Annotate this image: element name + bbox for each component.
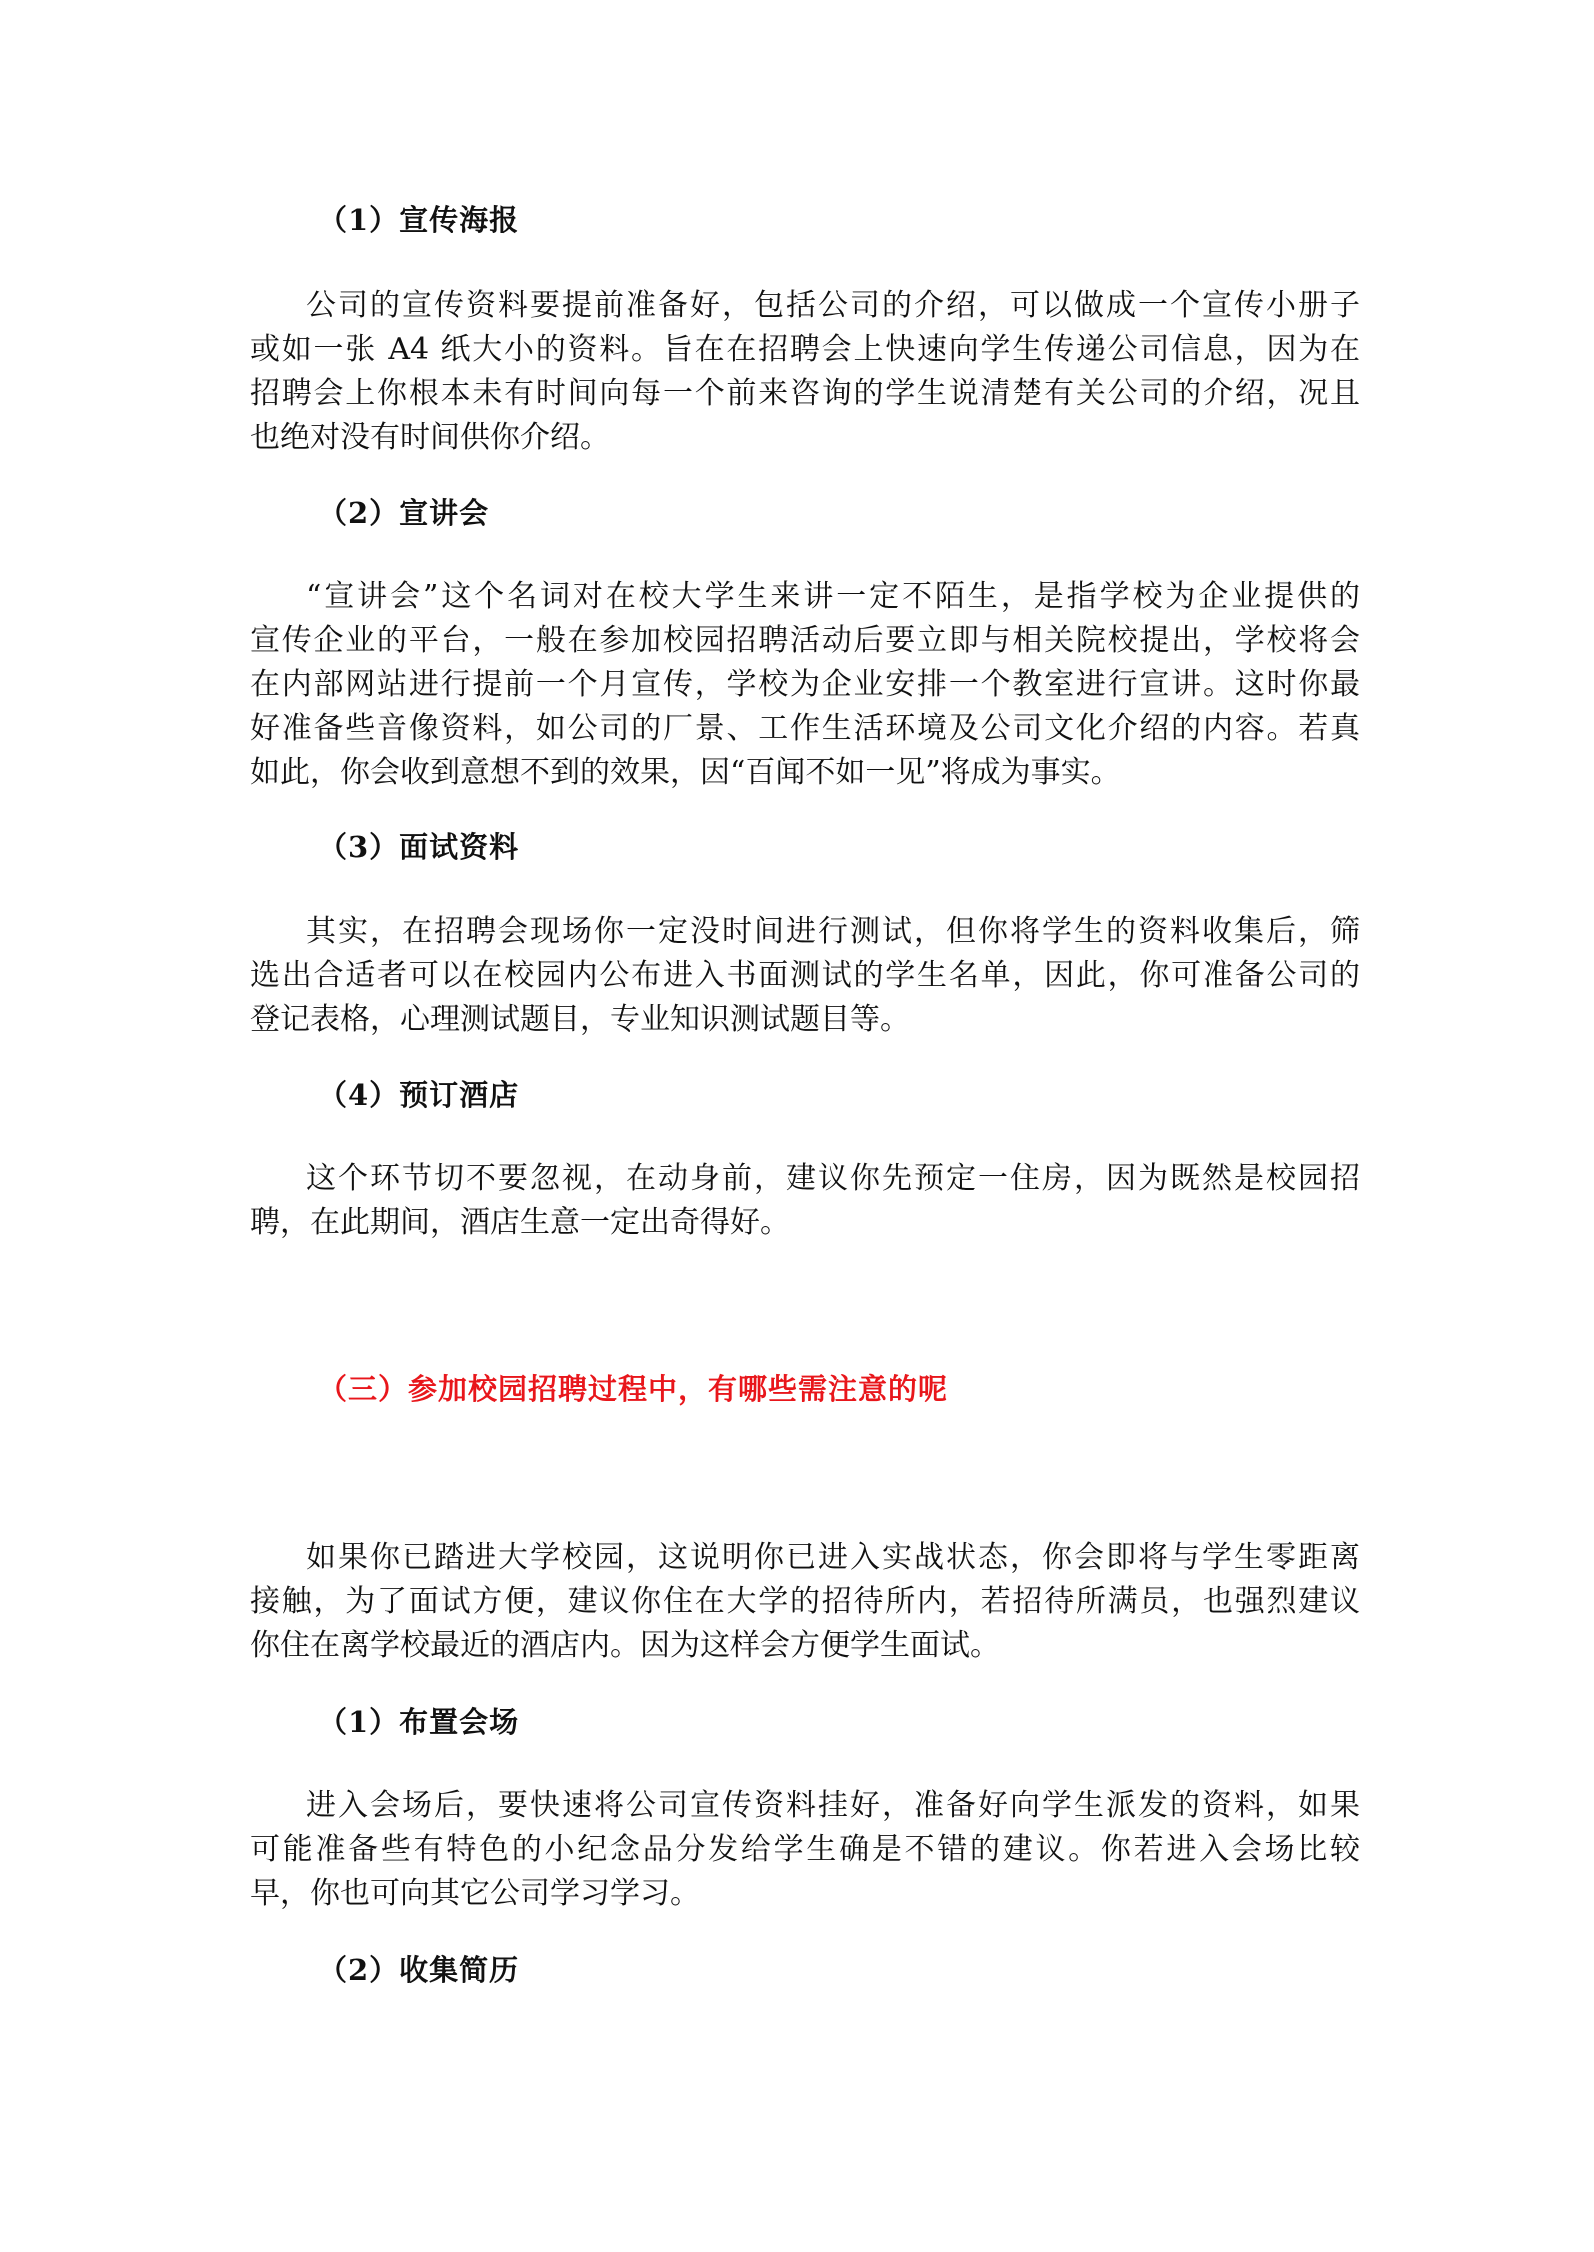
paragraph-line: 进入会场后，要快速将公司宣传资料挂好，准备好向学生派发的资料，如果: [306, 1788, 1360, 1823]
paragraph-campus-recruiting: [250, 1536, 1360, 1668]
section-heading-campus-recruiting: （三）参加校园招聘过程中，有哪些需注意的呢: [318, 1372, 949, 1406]
paragraph-line: 选出合适者可以在校园内公布进入书面测试的学生名单，因此，你可准备公司的: [250, 958, 1360, 993]
paragraph-line: 可能准备些有特色的小纪念品分发给学生确是不错的建议。你若进入会场比较: [250, 1832, 1360, 1867]
paragraph-line: 聘，在此期间，酒店生意一定出奇得好。: [250, 1205, 790, 1240]
paragraph-line: 这个环节切不要忽视，在动身前，建议你先预定一住房，因为既然是校园招: [306, 1161, 1360, 1196]
heading-promo-poster: （1）宣传海报: [318, 203, 520, 237]
paragraph-line: 或如一张 A4 纸大小的资料。旨在在招聘会上快速向学生传递公司信息，因为在: [250, 332, 1360, 367]
paragraph-line: 也绝对没有时间供你介绍。: [250, 420, 610, 455]
paragraph-line: 如此，你会收到意想不到的效果，因“百闻不如一见”将成为事实。: [250, 755, 1121, 790]
paragraph-line: 招聘会上你根本未有时间向每一个前来咨询的学生说清楚有关公司的介绍，况且: [250, 376, 1360, 411]
heading-venue-setup: （1）布置会场: [318, 1705, 520, 1739]
paragraph-line: 在内部网站进行提前一个月宣传，学校为企业安排一个教室进行宣讲。这时你最: [250, 667, 1360, 702]
paragraph-line: 好准备些音像资料，如公司的厂景、工作生活环境及公司文化介绍的内容。若真: [250, 711, 1360, 746]
paragraph-line: 公司的宣传资料要提前准备好，包括公司的介绍，可以做成一个宣传小册子: [306, 288, 1360, 323]
paragraph-hotel-booking: [250, 1157, 1360, 1245]
heading-interview-materials: （3）面试资料: [318, 830, 520, 864]
paragraph-line: 你住在离学校最近的酒店内。因为这样会方便学生面试。: [250, 1628, 1000, 1663]
paragraph-line: 早，你也可向其它公司学习学习。: [250, 1876, 700, 1911]
heading-hotel-booking: （4）预订酒店: [318, 1078, 520, 1112]
heading-presentation: （2）宣讲会: [318, 496, 490, 530]
paragraph-line: 如果你已踏进大学校园，这说明你已进入实战状态，你会即将与学生零距离: [306, 1540, 1360, 1575]
paragraph-line: “宣讲会”这个名词对在校大学生来讲一定不陌生，是指学校为企业提供的: [306, 579, 1360, 614]
heading-collect-resumes: （2）收集简历: [318, 1953, 520, 1987]
paragraph-venue-setup: [250, 1784, 1360, 1916]
paragraph-line: 接触，为了面试方便，建议你住在大学的招待所内，若招待所满员，也强烈建议: [250, 1584, 1360, 1619]
paragraph-promo-poster: [250, 284, 1360, 460]
paragraph-interview-materials: [250, 910, 1360, 1042]
paragraph-line: 宣传企业的平台，一般在参加校园招聘活动后要立即与相关院校提出，学校将会: [250, 623, 1360, 658]
paragraph-line: 登记表格，心理测试题目，专业知识测试题目等。: [250, 1002, 910, 1037]
paragraph-presentation: [250, 575, 1360, 795]
paragraph-line: 其实，在招聘会现场你一定没时间进行测试，但你将学生的资料收集后，筛: [306, 914, 1360, 949]
